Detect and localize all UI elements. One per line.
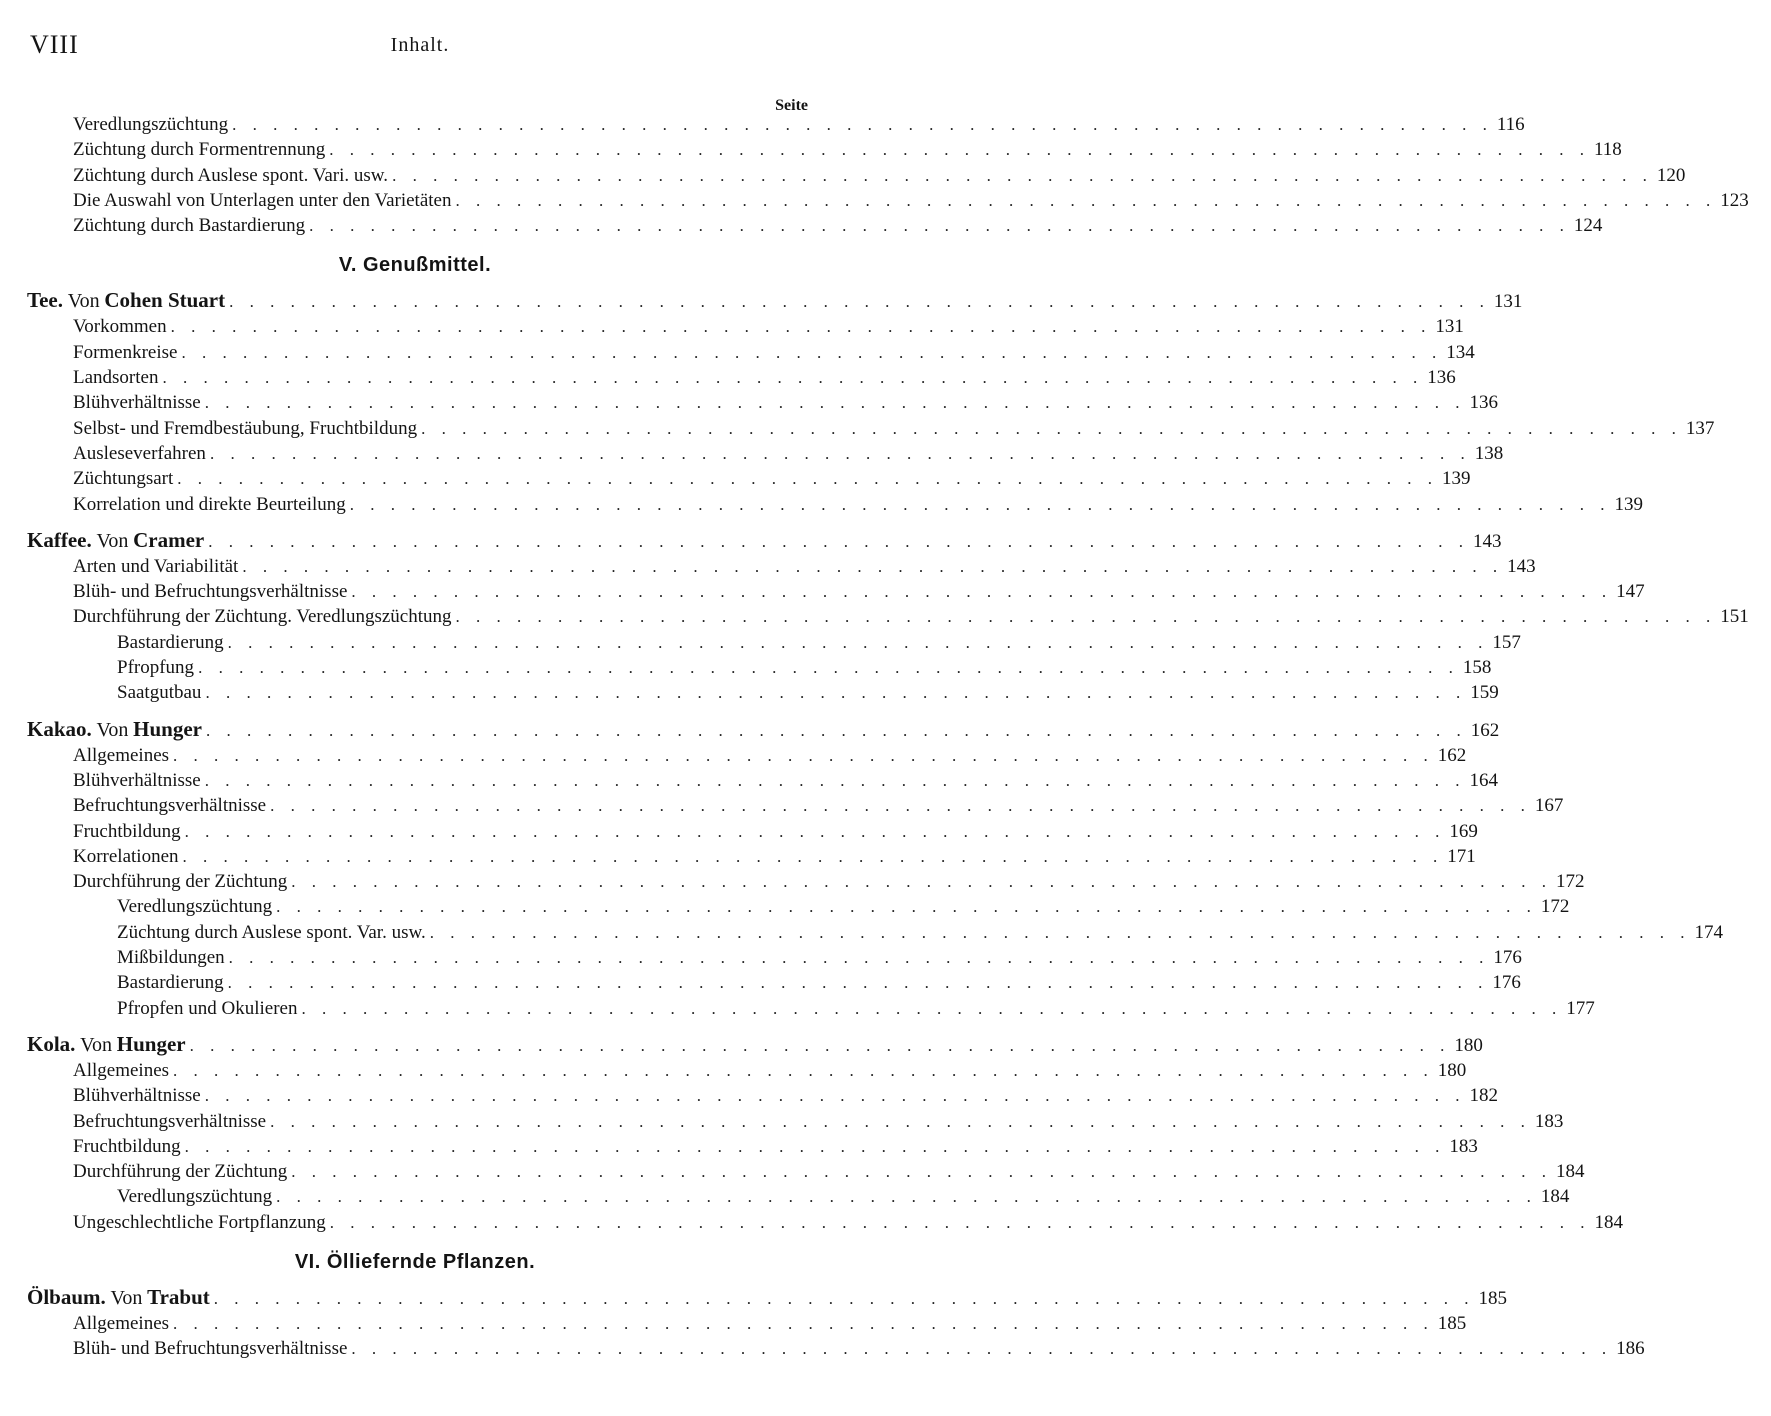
page-ref: 116	[1496, 114, 1525, 135]
page-number-folio: VIII	[30, 30, 79, 59]
page-ref: 131	[1435, 316, 1464, 338]
toc-entry: Züchtungsart . . . . . . . . . . . . . . . . . . . . . . . . . . . . . . . . . . . . . . . . . . . . . . . . . . . . . . . . . . . . . . 139	[0, 468, 830, 493]
page-ref: 118	[1593, 139, 1622, 161]
toc-entry: Befruchtungsverhältnisse . . . . . . . . . . . . . . . . . . . . . . . . . . . . . . . . . . . . . . . . . . . . . . . . . . . . . . . . . . . . . . 183	[0, 1111, 830, 1136]
page-ref: 176	[1492, 972, 1521, 994]
page-ref: 171	[1447, 845, 1476, 867]
page-ref: 138	[1474, 442, 1504, 464]
page-ref: 139	[1442, 468, 1471, 490]
toc-entry: Veredlungszüchtung . . . . . . . . . . . . . . . . . . . . . . . . . . . . . . . . . . . . . . . . . . . . . . . . . . . . . . . . . . . . . . 116	[0, 114, 830, 139]
page-ref: 151	[1720, 606, 1749, 628]
toc-entry: Korrelation und direkte Beurteilung . . . . . . . . . . . . . . . . . . . . . . . . . . . . . . . . . . . . . . . . . . . . . . . . . . . . . . . . . . . . . . 139	[0, 494, 830, 519]
toc-entry: Züchtung durch Auslese spont. Vari. usw. . . . . . . . . . . . . . . . . . . . . . . . . . . . . . . . . . . . . . . . . . . . . . . . . . . . . . . . . . . . . . . 120	[0, 165, 830, 190]
page-ref: 174	[1694, 921, 1723, 943]
author-name: Trabut	[147, 1284, 210, 1309]
toc-entry: Allgemeines . . . . . . . . . . . . . . . . . . . . . . . . . . . . . . . . . . . . . . . . . . . . . . . . . . . . . . . . . . . . . . 185	[0, 1313, 830, 1338]
toc-entry: Die Auswahl von Unterlagen unter den Varietäten . . . . . . . . . . . . . . . . . . . . . . . . . . . . . . . . . . . . . . . . . . . . . . . . . . . . . . . . . . . . . . 123	[0, 190, 830, 215]
toc-entry: Vorkommen . . . . . . . . . . . . . . . . . . . . . . . . . . . . . . . . . . . . . . . . . . . . . . . . . . . . . . . . . . . . . . 131	[0, 316, 830, 341]
toc-entry: Durchführung der Züchtung. Veredlungszüchtung . . . . . . . . . . . . . . . . . . . . . . . . . . . . . . . . . . . . . . . . . . . . . . . . . . . . . . . . . . . . . . 151	[0, 606, 830, 631]
toc-subentry: Pfropfen und Okulieren . . . . . . . . . . . . . . . . . . . . . . . . . . . . . . . . . . . . . . . . . . . . . . . . . . . . . . . . . . . . . . 177	[0, 998, 830, 1023]
section-heading-v: V. Genußmittel.	[338, 254, 492, 277]
author-name: Hunger	[133, 716, 202, 741]
toc-entry: Ungeschlechtliche Fortpflanzung . . . . . . . . . . . . . . . . . . . . . . . . . . . . . . . . . . . . . . . . . . . . . . . . . . . . . . . . . . . . . . 184	[0, 1212, 830, 1237]
toc-subentry: Saatgutbau . . . . . . . . . . . . . . . . . . . . . . . . . . . . . . . . . . . . . . . . . . . . . . . . . . . . . . . . . . . . . . 159	[0, 682, 830, 707]
page-ref: 162	[1470, 719, 1500, 741]
page-ref: 134	[1446, 341, 1475, 363]
toc-subentry: Pfropfung . . . . . . . . . . . . . . . . . . . . . . . . . . . . . . . . . . . . . . . . . . . . . . . . . . . . . . . . . . . . . . 158	[0, 657, 830, 682]
page-ref: 147	[1616, 581, 1645, 603]
running-title: Inhalt.	[390, 34, 450, 56]
page-ref: 164	[1469, 769, 1498, 791]
page-ref: 172	[1555, 871, 1585, 893]
toc-entry: Selbst- und Fremdbestäubung, Fruchtbildung . . . . . . . . . . . . . . . . . . . . . . . . . . . . . . . . . . . . . . . . . . . . . . . . . . . . . . . . . . . . . . 137	[0, 418, 830, 443]
toc-main-entry-kakao: Kakao. Von Hunger . . . . . . . . . . . . . . . . . . . . . . . . . . . . . . . . . . . . . . . . . . . . . . . . . . . . . . . . . . . . . . 162	[0, 717, 830, 745]
toc-entry: Durchführung der Züchtung . . . . . . . . . . . . . . . . . . . . . . . . . . . . . . . . . . . . . . . . . . . . . . . . . . . . . . . . . . . . . . 172	[0, 871, 830, 896]
toc-main-entry-kola: Kola. Von Hunger . . . . . . . . . . . . . . . . . . . . . . . . . . . . . . . . . . . . . . . . . . . . . . . . . . . . . . . . . . . . . . 180	[0, 1032, 830, 1060]
toc-entry: Blüh- und Befruchtungsverhältnisse . . . . . . . . . . . . . . . . . . . . . . . . . . . . . . . . . . . . . . . . . . . . . . . . . . . . . . . . . . . . . . 147	[0, 581, 830, 606]
page-ref: 124	[1573, 215, 1603, 237]
page-ref: 136	[1427, 367, 1456, 389]
toc-entry: Fruchtbildung . . . . . . . . . . . . . . . . . . . . . . . . . . . . . . . . . . . . . . . . . . . . . . . . . . . . . . . . . . . . . . 183	[0, 1136, 830, 1161]
seite-label: Seite	[775, 97, 808, 114]
page-ref: 186	[1616, 1338, 1645, 1360]
toc-entry: Blüh- und Befruchtungsverhältnisse . . . . . . . . . . . . . . . . . . . . . . . . . . . . . . . . . . . . . . . . . . . . . . . . . . . . . . . . . . . . . . 186	[0, 1338, 830, 1363]
page-ref: 139	[1614, 493, 1644, 515]
page-ref: 182	[1469, 1085, 1498, 1107]
page-ref: 183	[1449, 1135, 1478, 1157]
section-heading-vi: VI. Ölliefernde Pflanzen.	[294, 1250, 536, 1273]
toc-entry: Befruchtungsverhältnisse . . . . . . . . . . . . . . . . . . . . . . . . . . . . . . . . . . . . . . . . . . . . . . . . . . . . . . . . . . . . . . 167	[0, 795, 830, 820]
toc-entry: Durchführung der Züchtung . . . . . . . . . . . . . . . . . . . . . . . . . . . . . . . . . . . . . . . . . . . . . . . . . . . . . . . . . . . . . . 184	[0, 1161, 830, 1186]
page-ref: 123	[1720, 189, 1749, 211]
page-header	[30, 30, 810, 70]
toc-subentry: Mißbildungen . . . . . . . . . . . . . . . . . . . . . . . . . . . . . . . . . . . . . . . . . . . . . . . . . . . . . . . . . . . . . . 176	[0, 947, 830, 972]
toc-entry: Blühverhältnisse . . . . . . . . . . . . . . . . . . . . . . . . . . . . . . . . . . . . . . . . . . . . . . . . . . . . . . . . . . . . . . 182	[0, 1085, 830, 1110]
toc-main-entry-tee: Tee. Von Cohen Stuart . . . . . . . . . . . . . . . . . . . . . . . . . . . . . . . . . . . . . . . . . . . . . . . . . . . . . . . . . . . . . . 131	[0, 288, 830, 316]
toc-subentry: Veredlungszüchtung . . . . . . . . . . . . . . . . . . . . . . . . . . . . . . . . . . . . . . . . . . . . . . . . . . . . . . . . . . . . . . 172	[0, 896, 830, 921]
page-ref: 183	[1534, 1110, 1564, 1132]
page-ref: 184	[1555, 1161, 1585, 1183]
page-ref: 177	[1566, 997, 1595, 1019]
page-ref: 180	[1437, 1059, 1467, 1081]
page-ref: 120	[1656, 164, 1686, 186]
toc-entry: Züchtung durch Bastardierung . . . . . . . . . . . . . . . . . . . . . . . . . . . . . . . . . . . . . . . . . . . . . . . . . . . . . . . . . . . . . . 124	[0, 215, 830, 240]
toc-entry: Korrelationen . . . . . . . . . . . . . . . . . . . . . . . . . . . . . . . . . . . . . . . . . . . . . . . . . . . . . . . . . . . . . . 171	[0, 846, 830, 871]
page-ref: 159	[1470, 682, 1499, 704]
page-ref: 185	[1437, 1312, 1467, 1334]
toc-entry: Blühverhältnisse . . . . . . . . . . . . . . . . . . . . . . . . . . . . . . . . . . . . . . . . . . . . . . . . . . . . . . . . . . . . . . 164	[0, 770, 830, 795]
toc-entry: Formenkreise . . . . . . . . . . . . . . . . . . . . . . . . . . . . . . . . . . . . . . . . . . . . . . . . . . . . . . . . . . . . . . 134	[0, 342, 830, 367]
toc-entry: Arten und Variabilität . . . . . . . . . . . . . . . . . . . . . . . . . . . . . . . . . . . . . . . . . . . . . . . . . . . . . . . . . . . . . . 143	[0, 556, 830, 581]
page-ref: 157	[1492, 631, 1521, 653]
author-name: Cramer	[133, 527, 205, 552]
page-ref: 162	[1437, 744, 1467, 766]
toc-entry: Ausleseverfahren . . . . . . . . . . . . . . . . . . . . . . . . . . . . . . . . . . . . . . . . . . . . . . . . . . . . . . . . . . . . . . 138	[0, 443, 830, 468]
toc-entry: Fruchtbildung . . . . . . . . . . . . . . . . . . . . . . . . . . . . . . . . . . . . . . . . . . . . . . . . . . . . . . . . . . . . . . 169	[0, 821, 830, 846]
page-ref: 131	[1493, 291, 1523, 313]
toc-subentry: Bastardierung . . . . . . . . . . . . . . . . . . . . . . . . . . . . . . . . . . . . . . . . . . . . . . . . . . . . . . . . . . . . . . 176	[0, 972, 830, 997]
page-ref: 172	[1540, 896, 1570, 918]
toc-subentry: Veredlungszüchtung . . . . . . . . . . . . . . . . . . . . . . . . . . . . . . . . . . . . . . . . . . . . . . . . . . . . . . . . . . . . . . 184	[0, 1186, 830, 1211]
toc-entry: Landsorten . . . . . . . . . . . . . . . . . . . . . . . . . . . . . . . . . . . . . . . . . . . . . . . . . . . . . . . . . . . . . . 136	[0, 367, 830, 392]
page-ref: 176	[1493, 947, 1522, 969]
page-ref: 185	[1478, 1287, 1508, 1309]
page-ref: 167	[1534, 795, 1564, 817]
toc-main-entry-kaffee: Kaffee. Von Cramer . . . . . . . . . . . . . . . . . . . . . . . . . . . . . . . . . . . . . . . . . . . . . . . . . . . . . . . . . . . . . . 143	[0, 528, 830, 556]
toc-subentry: Züchtung durch Auslese spont. Var. usw. . . . . . . . . . . . . . . . . . . . . . . . . . . . . . . . . . . . . . . . . . . . . . . . . . . . . . . . . . . . . . . 174	[0, 922, 830, 947]
toc-entry: Allgemeines . . . . . . . . . . . . . . . . . . . . . . . . . . . . . . . . . . . . . . . . . . . . . . . . . . . . . . . . . . . . . . 180	[0, 1060, 830, 1085]
toc-subentry: Bastardierung . . . . . . . . . . . . . . . . . . . . . . . . . . . . . . . . . . . . . . . . . . . . . . . . . . . . . . . . . . . . . . 157	[0, 632, 830, 657]
page-ref: 169	[1449, 820, 1478, 842]
page-ref: 158	[1462, 657, 1492, 679]
author-name: Hunger	[116, 1031, 186, 1056]
page-ref: 180	[1454, 1034, 1483, 1056]
page-ref: 143	[1507, 555, 1536, 577]
page-ref: 143	[1472, 530, 1502, 552]
toc-entry: Züchtung durch Formentrennung . . . . . . . . . . . . . . . . . . . . . . . . . . . . . . . . . . . . . . . . . . . . . . . . . . . . . . . . . . . . . . 118	[0, 139, 830, 164]
page-ref: 137	[1685, 417, 1715, 439]
toc-main-entry-oelbaum: Ölbaum. Von Trabut . . . . . . . . . . . . . . . . . . . . . . . . . . . . . . . . . . . . . . . . . . . . . . . . . . . . . . . . . . . . . . 185	[0, 1285, 830, 1313]
table-of-contents	[0, 114, 1749, 1364]
page-ref: 184	[1540, 1186, 1570, 1208]
toc-entry: Allgemeines . . . . . . . . . . . . . . . . . . . . . . . . . . . . . . . . . . . . . . . . . . . . . . . . . . . . . . . . . . . . . . 162	[0, 745, 830, 770]
toc-entry: Blühverhältnisse . . . . . . . . . . . . . . . . . . . . . . . . . . . . . . . . . . . . . . . . . . . . . . . . . . . . . . . . . . . . . . 136	[0, 392, 830, 417]
page-ref: 184	[1594, 1211, 1623, 1233]
page-ref: 136	[1469, 392, 1498, 414]
author-name: Cohen Stuart	[104, 288, 226, 313]
